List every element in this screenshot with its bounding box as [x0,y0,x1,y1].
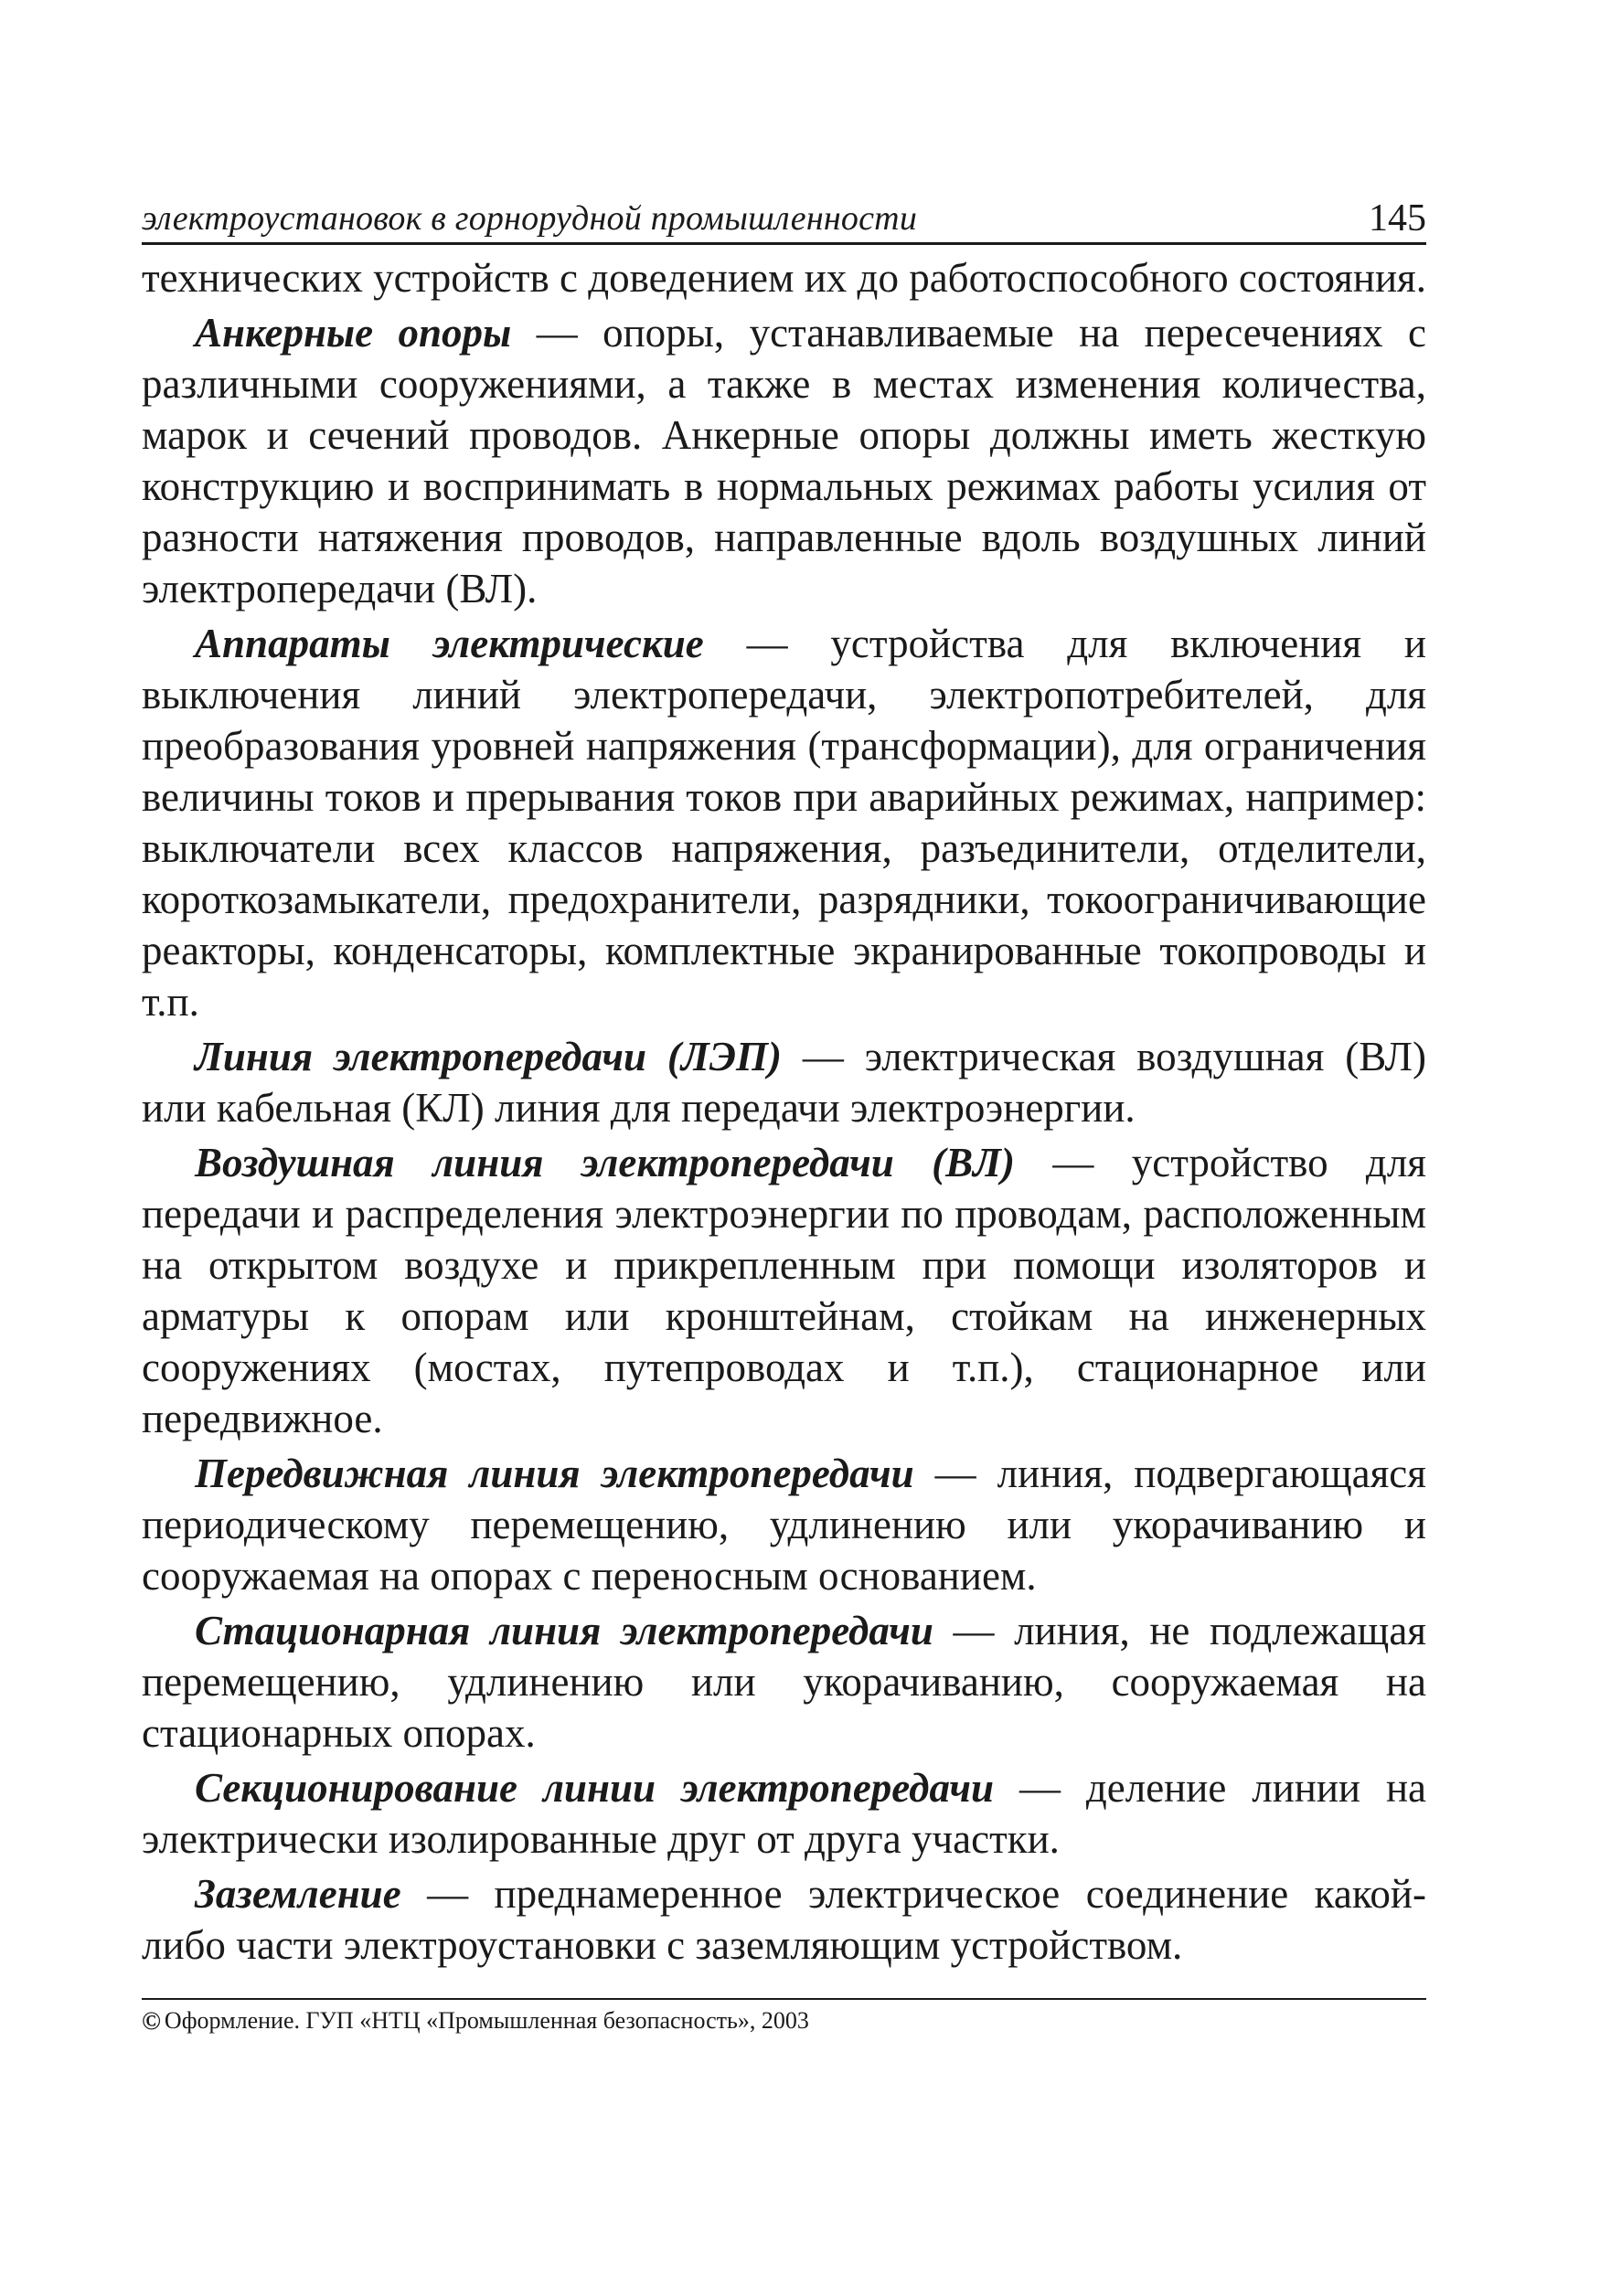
paragraph-text: технических устройств с доведением их до работоспособного состояния. [142,255,1426,301]
definition-text: — устройство для передачи и распределения электроэнергии по проводам, расположенным на открытом воздухе и прикрепленным при помощи изоляторов и арматуры к опорам или кронштейнам, стойкам на инженерных сооружениях (мостах, путепроводах и т.п.), стационарное или передвижное. [142,1140,1426,1441]
definition-term: Аппараты электрические [195,621,704,666]
definition-term: Линия электропередачи (ЛЭП) [195,1034,783,1079]
copyright-text: Оформление. ГУП «НТЦ «Промышленная безопасность», 2003 [164,2007,809,2034]
definition-text: — линия, не подлежащая перемещению, удлинению или укорачиванию, сооружаемая на стационарных опорах. [142,1608,1426,1756]
definition-text: — электрическая воздушная (ВЛ) или кабельная (КЛ) линия для передачи электроэнергии. [142,1034,1426,1131]
running-header [142,187,1426,245]
definition-term: Секционирование линии электропередачи [195,1765,995,1811]
copyright-footer [142,1998,1426,2036]
definition-stationary-line [142,1605,1426,1759]
definition-text: — устройства для включения и выключения линий электропередачи, электропотребителей, для преобразования уровней напряжения (трансформации), для ограничения величины токов и прерывания токов при аварийных режимах, например: выключатели всех классов напряжения, разъединители, отделители, короткозамыкатели, предохранители, разрядники, токоограничивающие реакторы, конденсаторы, комплектные экранированные токопроводы и т.п. [142,621,1426,1025]
copyright-sign: © [142,2007,161,2036]
running-title: электроустановок в горнорудной промышленности [142,199,918,238]
definition-term: Передвижная линия электропередачи [195,1451,914,1496]
definition-text: — деление линии на электрически изолированные друг от друга участки. [142,1765,1426,1862]
book-page [142,187,1426,2036]
definition-term: Воздушная линия электропередачи (ВЛ) [195,1140,1016,1185]
definition-text: — линия, подвергающаяся периодическому перемещению, удлинению или укорачиванию и сооружаемая на опорах с переносным основанием. [142,1451,1426,1599]
definition-term: Заземление [195,1871,401,1917]
definition-line-sectioning [142,1762,1426,1865]
body-text [142,252,1426,1971]
definition-grounding [142,1868,1426,1971]
definition-electrical-apparatus [142,618,1426,1027]
definition-text: — опоры, устанавливаемые на пересечениях с различными сооружениями, а также в местах изменения количества, марок и сечений проводов. Анкерные опоры должны иметь жесткую конструкцию и воспринимать в нормальных режимах работы усилия от разности натяжения проводов, направленные вдоль воздушных линий электропередачи (ВЛ). [142,310,1426,611]
definition-power-line [142,1031,1426,1133]
definition-text: — преднамеренное электрическое соединение какой-либо части электроустановки с заземляющим устройством. [142,1871,1426,1968]
definition-anchor-supports [142,307,1426,614]
definition-term: Анкерные опоры [195,310,512,356]
definition-term: Стационарная линия электропередачи [195,1608,933,1653]
definition-mobile-line [142,1448,1426,1601]
definition-overhead-line [142,1137,1426,1444]
page-number: 145 [1369,197,1426,239]
paragraph-continuation [142,252,1426,303]
